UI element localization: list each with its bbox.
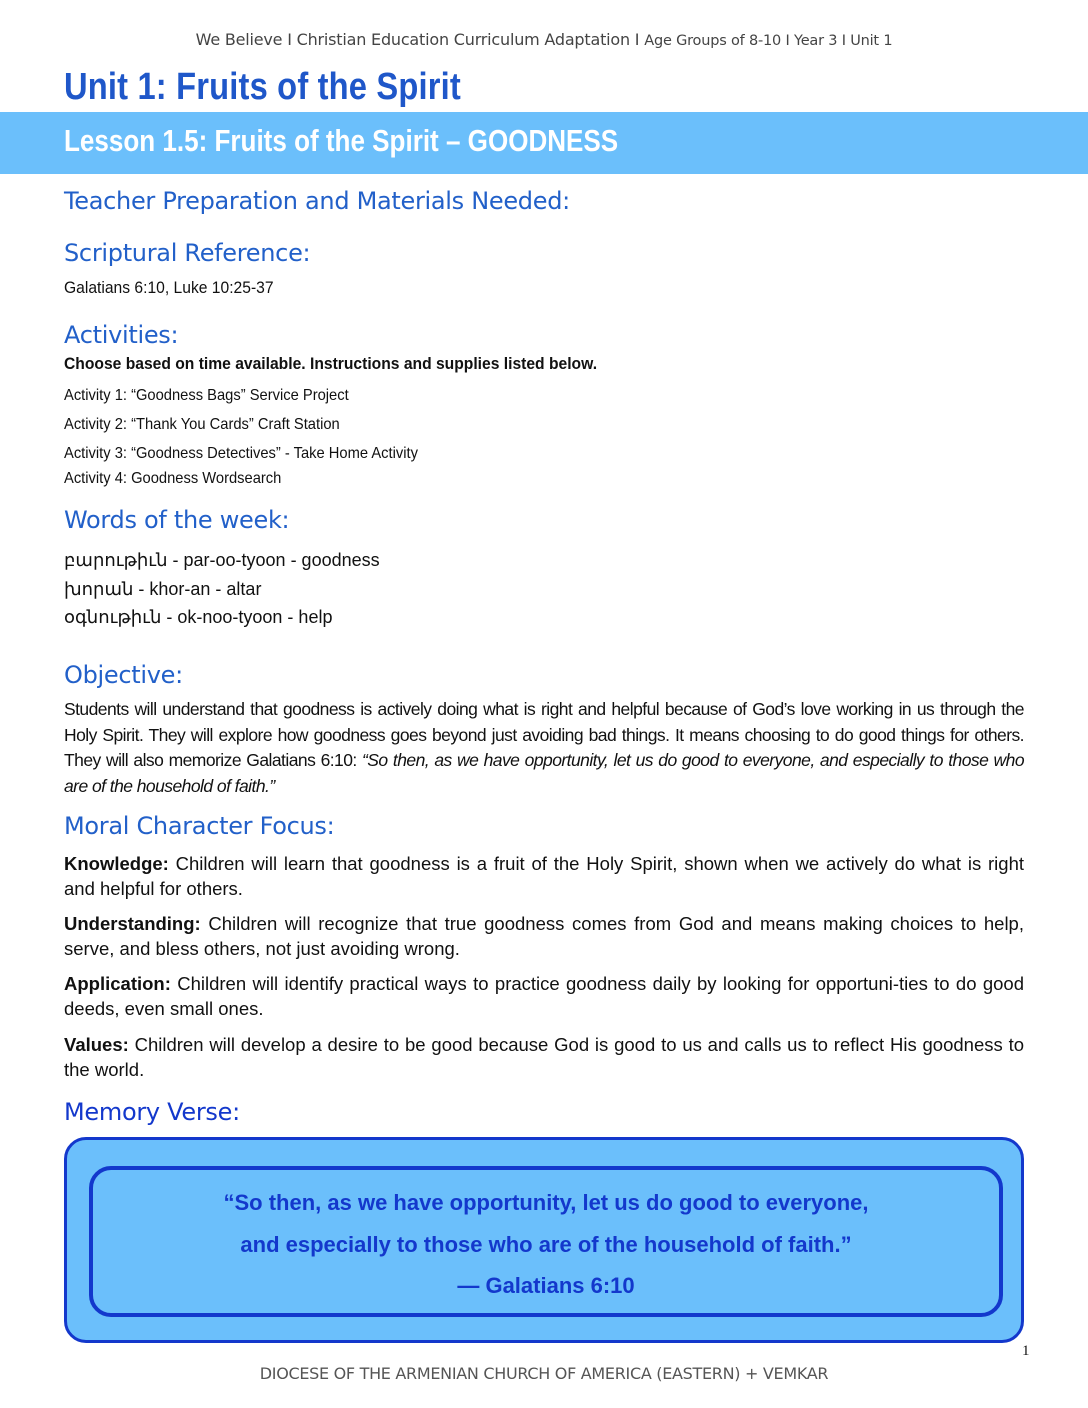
activity-item: Activity 2: “Thank You Cards” Craft Station <box>64 416 340 433</box>
memory-verse-heading: Memory Verse: <box>64 1098 240 1126</box>
memory-verse-inner-frame <box>89 1166 1003 1317</box>
memory-verse-line-2: and especially to those who are of the household of faith.” <box>240 1232 852 1257</box>
moral-character-heading: Moral Character Focus: <box>64 812 335 840</box>
objective-quote: “So then, as we have opportunity, let us do good to everyone, and especially to those who are of the household of faith.” <box>64 750 1024 796</box>
moral-focus-understanding <box>64 911 1024 961</box>
running-header-details: Age Groups of 8-10 I Year 3 I Unit 1 <box>644 33 893 49</box>
activity-item: Activity 3: “Goodness Detectives” - Take Home Activity <box>64 445 418 462</box>
moral-focus-application <box>64 971 1024 1021</box>
word-item: օգնութիւն - ok-noo-tyoon - help <box>64 607 333 627</box>
activities-heading: Activities: <box>64 321 179 349</box>
activities-instruction: Choose based on time available. Instructions and supplies listed below. <box>64 354 598 373</box>
scriptural-reference-text: Galatians 6:10, Luke 10:25-37 <box>64 278 274 297</box>
moral-focus-label: Knowledge: <box>64 853 169 874</box>
lesson-title: Lesson 1.5: Fruits of the Spirit – GOODNESS <box>64 123 619 158</box>
word-item: խորան - khor-an - altar <box>64 579 262 599</box>
memory-verse-reference: — Galatians 6:10 <box>457 1273 635 1298</box>
moral-focus-label: Application: <box>64 973 171 994</box>
moral-focus-label: Values: <box>64 1034 129 1055</box>
moral-focus-text: Children will develop a desire to be good because God is good to us and calls us to reflect His goodness to the world. <box>64 1034 1024 1080</box>
moral-focus-text: Children will recognize that true goodness comes from God and means making choices to help, serve, and bless others, not just avoiding wrong. <box>64 913 1024 959</box>
moral-focus-text: Children will identify practical ways to practice goodness daily by looking for opportuni-ties to do good deeds, even small ones. <box>64 973 1024 1019</box>
words-of-week-heading: Words of the week: <box>64 506 290 534</box>
footer-organization: DIOCESE OF THE ARMENIAN CHURCH OF AMERICA (EASTERN) + VEMKAR <box>259 1364 829 1383</box>
page-number: 1 <box>1022 1343 1030 1359</box>
moral-focus-text: Children will learn that goodness is a fruit of the Holy Spirit, shown when we actively do what is right and helpful for others. <box>64 853 1024 899</box>
objective-heading: Objective: <box>64 661 183 689</box>
activity-item: Activity 4: Goodness Wordsearch <box>64 470 282 487</box>
objective-text <box>64 697 1024 799</box>
lesson-banner <box>0 112 1088 174</box>
moral-focus-values <box>64 1032 1024 1082</box>
moral-focus-knowledge <box>64 851 1024 901</box>
scriptural-reference-heading: Scriptural Reference: <box>64 239 311 267</box>
objective-body: Students will understand that goodness is actively doing what is right and helpful because of God’s love working in us through the Holy Spirit. They will explore how goodness goes beyond just avoiding bad things. It means choosing to do good things for others. They will also memorize Galatians 6:10: <box>64 699 1024 770</box>
unit-title: Unit 1: Fruits of the Spirit <box>64 66 461 108</box>
running-header <box>0 30 1088 49</box>
teacher-prep-heading: Teacher Preparation and Materials Needed: <box>64 187 570 215</box>
word-item: բարութիւն - par-oo-tyoon - goodness <box>64 550 380 570</box>
activity-item: Activity 1: “Goodness Bags” Service Project <box>64 387 349 404</box>
moral-focus-label: Understanding: <box>64 913 201 934</box>
memory-verse-line-1: “So then, as we have opportunity, let us do good to everyone, <box>223 1190 869 1215</box>
running-header-main: We Believe I Christian Education Curriculum Adaptation I <box>195 30 640 49</box>
memory-verse-box <box>64 1137 1024 1343</box>
